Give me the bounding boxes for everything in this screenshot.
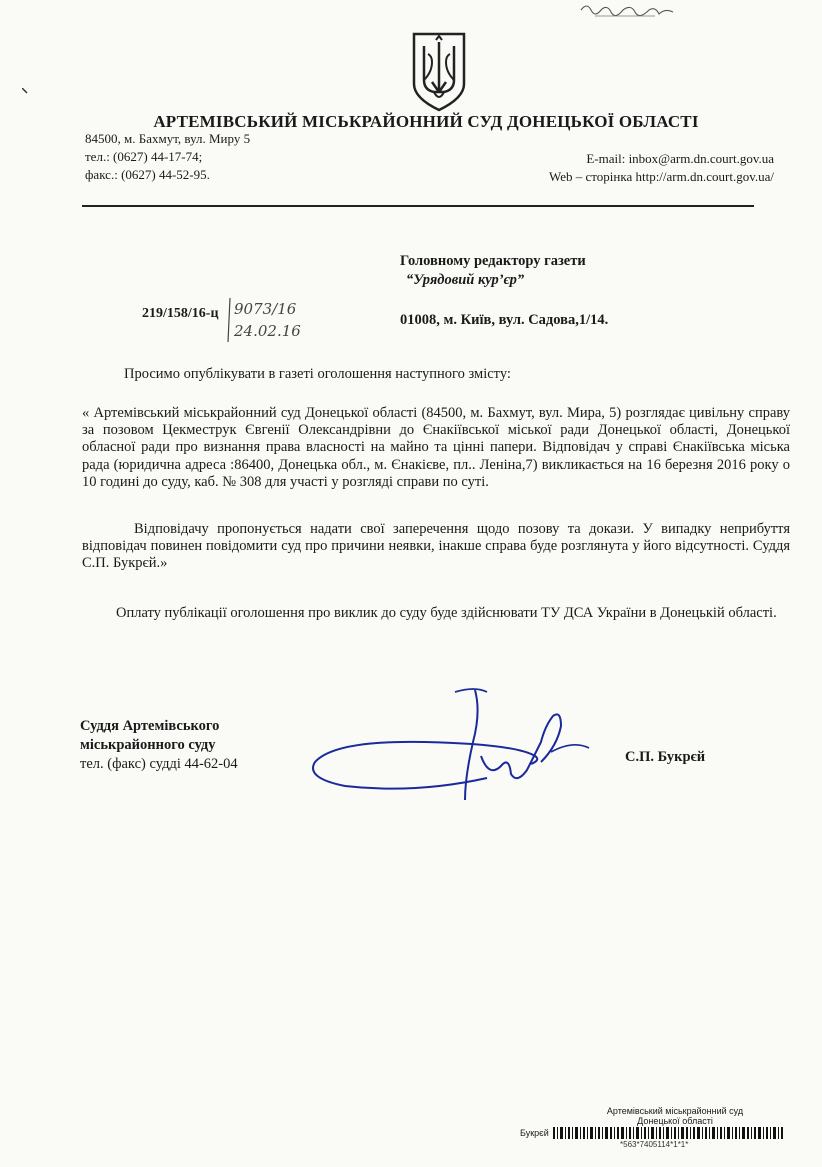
stamp-org-line2: Донецької області bbox=[637, 1116, 713, 1126]
recipient-address: 01008, м. Київ, вул. Садова,1/14. bbox=[400, 312, 609, 328]
body-intro: Просимо опублікувати в газеті оголошення наступного змісту: bbox=[124, 366, 511, 382]
outgoing-number: 219/158/16-ц bbox=[142, 306, 219, 321]
handwritten-scribble bbox=[575, 0, 685, 22]
handwritten-registration bbox=[226, 296, 336, 346]
signer-phone: тел. (факс) судді 44-62-04 bbox=[80, 756, 238, 772]
barcode-name: Букрєй bbox=[520, 1128, 549, 1138]
handwritten-number: 9073/16 bbox=[234, 300, 297, 318]
court-phone: тел.: (0627) 44-17-74; bbox=[85, 149, 203, 164]
court-email: E-mail: inbox@arm.dn.court.gov.ua bbox=[586, 151, 774, 166]
barcode bbox=[553, 1127, 783, 1139]
announcement-paragraph: « Артемівський міськрайонний суд Донецької області (84500, м. Бахмут, вул. Мира, 5) розглядає цивільну справу за позовом Цекместрук Євгенії Олександрівни до Єнакіївської міської ради Донецької області, Донецької обласної ради про визнання права власності на майно та цінні папери. Відповідач у справі Єнакіївська міська рада (юридична адреса :86400, Донецька обл., м. Єнакієве, пл.. Леніна,7) викликається на 16 березня 2016 року о 10 годині до суду, каб. № 308 для участі у розгляді справи по суті. bbox=[82, 405, 790, 490]
court-contacts bbox=[549, 150, 774, 186]
stamp-org-line1: Артемівський міськрайонний суд bbox=[606, 1106, 744, 1116]
margin-mark bbox=[22, 88, 28, 94]
trident-emblem-icon bbox=[410, 32, 468, 112]
barcode-code: *563*7405114*1*1* bbox=[620, 1140, 689, 1149]
recipient-newspaper: “Урядовий кур’єр” bbox=[406, 272, 525, 288]
court-fax: факс.: (0627) 44-52-95. bbox=[85, 167, 210, 182]
recipient-block bbox=[400, 252, 586, 290]
court-address: 84500, м. Бахмут, вул. Миру 5 bbox=[85, 131, 251, 146]
payment-paragraph: Оплату публікації оголошення про виклик до суду буде здійснювати ТУ ДСА України в Донецькій області. bbox=[116, 605, 777, 621]
signer-title-1: Суддя Артемівського bbox=[80, 718, 220, 734]
court-website: Web – сторінка http://arm.dn.court.gov.ua/ bbox=[548, 169, 774, 184]
signer-title-2: міськрайонного суду bbox=[80, 737, 216, 753]
signer-name: С.П. Букрєй bbox=[625, 749, 706, 765]
recipient-line1: Головному редактору газети bbox=[400, 253, 586, 269]
footer-stamp bbox=[600, 1106, 750, 1126]
handwritten-signature bbox=[305, 682, 605, 812]
header-divider bbox=[82, 205, 754, 207]
announcement-paragraph-2: Відповідачу пропонується надати свої заперечення щодо позову та докази. У випадку неприбуття відповідач повинен повідомити суд про причини неявки, інакше справа буде розглянута у його відсутності. Суддя С.П. Букрєй.» bbox=[82, 521, 790, 572]
court-name: АРТЕМІВСЬКИЙ МІСЬКРАЙОННИЙ СУД ДОНЕЦЬКОЇ ОБЛАСТІ bbox=[153, 112, 699, 131]
court-address-block bbox=[85, 130, 250, 184]
handwritten-date: 24.02.16 bbox=[234, 322, 301, 340]
signer-block bbox=[80, 717, 238, 774]
